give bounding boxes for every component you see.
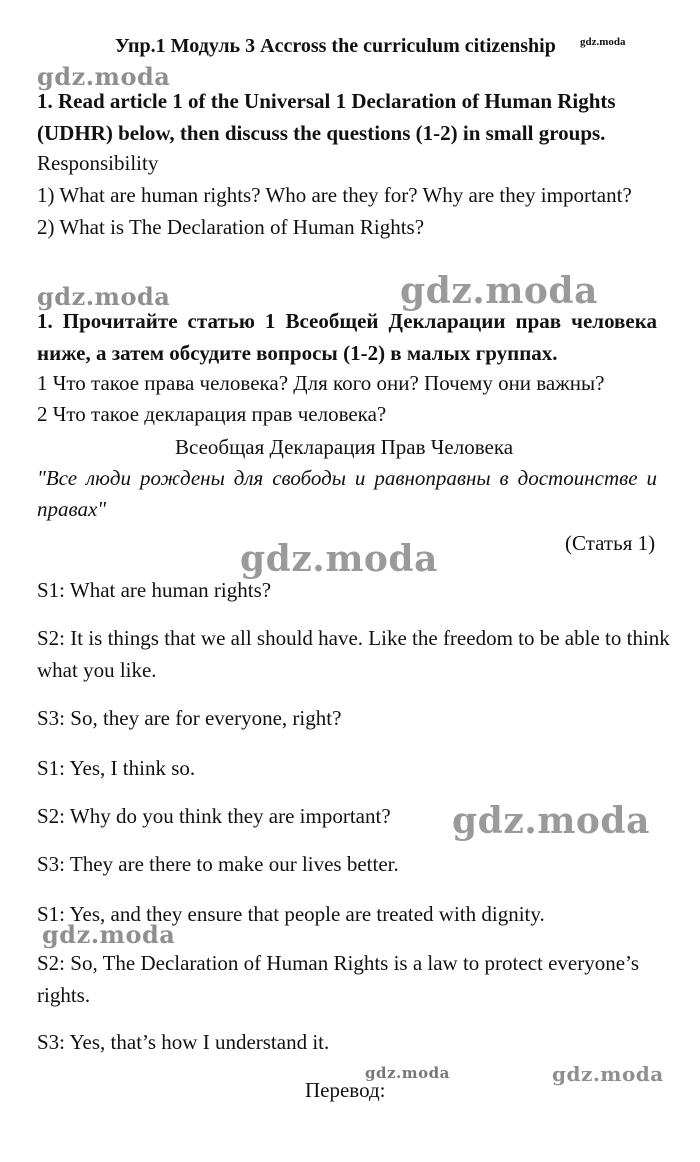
- dialogue-line: what you like.: [37, 658, 157, 682]
- dialogue-line: S1: Yes, I think so.: [37, 756, 196, 780]
- watermark: gdz.moda: [452, 800, 650, 842]
- english-task-line-2: (UDHR) below, then discuss the questions (1-2) in small groups.: [37, 121, 606, 145]
- quote-line-2: правах": [37, 497, 107, 521]
- declaration-title: Всеобщая Декларация Прав Человека: [175, 435, 514, 459]
- russian-task-line-1: 1. Прочитайте статью 1 Всеобщей Декларации прав человека: [37, 309, 657, 333]
- watermark: gdz.moda: [240, 538, 438, 580]
- watermark: gdz.moda: [400, 270, 598, 312]
- translation-label: Перевод:: [305, 1078, 386, 1102]
- dialogue-line: S2: It is things that we all should have. Like the freedom to be able to think: [37, 626, 670, 650]
- dialogue-line: S2: So, The Declaration of Human Rights is a law to protect everyone’s: [37, 951, 640, 975]
- russian-task-line-2: ниже, а затем обсудите вопросы (1-2) в малых группах.: [37, 341, 558, 365]
- responsibility-label: Responsibility: [37, 151, 159, 175]
- watermark: gdz.moda: [552, 1062, 664, 1086]
- english-question-2: 2) What is The Declaration of Human Rights?: [37, 215, 425, 239]
- watermark: gdz.moda: [42, 920, 176, 949]
- dialogue-line: S2: Why do you think they are important?: [37, 804, 391, 828]
- watermark: gdz.moda: [37, 282, 171, 311]
- dialogue-line: S1: Yes, and they ensure that people are treated with dignity.: [37, 902, 545, 926]
- quote-line-1: "Все люди рождены для свободы и равноправны в достоинстве и: [37, 466, 657, 490]
- russian-question-2: 2 Что такое декларация прав человека?: [37, 402, 387, 426]
- russian-question-1: 1 Что такое права человека? Для кого они? Почему они важны?: [37, 371, 605, 395]
- page-title: Упр.1 Модуль 3 Accross the curriculum citizenship: [115, 35, 556, 57]
- watermark-superscript: gdz.moda: [580, 36, 626, 48]
- dialogue-line: rights.: [37, 983, 91, 1007]
- watermark: gdz.moda: [37, 62, 171, 91]
- dialogue-line: S3: So, they are for everyone, right?: [37, 706, 342, 730]
- article-reference: (Статья 1): [565, 531, 656, 555]
- dialogue-line: S3: Yes, that’s how I understand it.: [37, 1030, 330, 1054]
- watermark: gdz.moda: [365, 1064, 450, 1082]
- dialogue-line: S3: They are there to make our lives better.: [37, 852, 399, 876]
- english-question-1: 1) What are human rights? Who are they for? Why are they important?: [37, 183, 632, 207]
- dialogue-line: S1: What are human rights?: [37, 578, 272, 602]
- english-task-line-1: 1. Read article 1 of the Universal 1 Declaration of Human Rights: [37, 89, 616, 113]
